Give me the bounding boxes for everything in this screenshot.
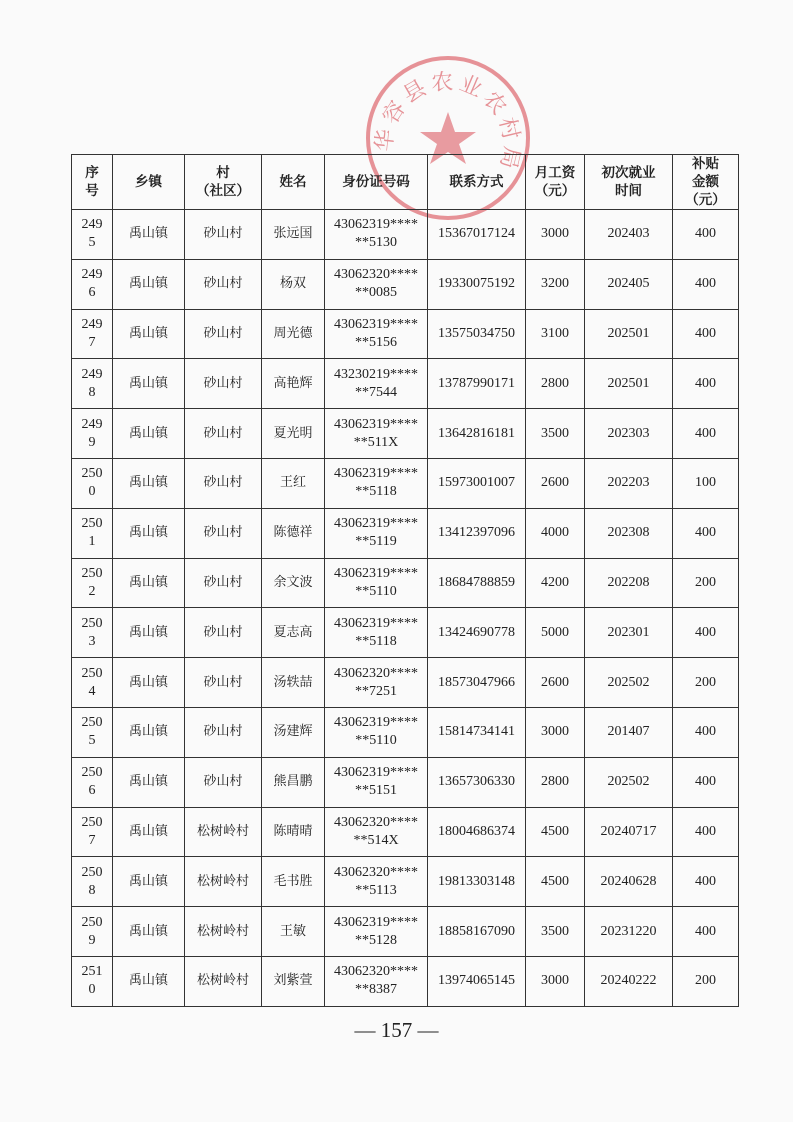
cell-name: 王敏: [262, 907, 325, 957]
cell-seq: 249 7: [72, 309, 113, 359]
cell-wage: 2800: [526, 757, 585, 807]
cell-name: 余文波: [262, 558, 325, 608]
cell-town: 禹山镇: [113, 707, 185, 757]
cell-id-number: 43062319**** **5130: [325, 210, 428, 260]
cell-village: 砂山村: [185, 259, 262, 309]
table-row: [72, 658, 739, 708]
cell-wage: 3000: [526, 707, 585, 757]
cell-name: 刘紫萱: [262, 956, 325, 1006]
cell-seq: 249 6: [72, 259, 113, 309]
cell-id-number: 43062319**** **5151: [325, 757, 428, 807]
cell-subsidy: 400: [673, 807, 739, 857]
table-row: [72, 558, 739, 608]
cell-subsidy: 400: [673, 608, 739, 658]
cell-town: 禹山镇: [113, 359, 185, 409]
cell-subsidy: 400: [673, 707, 739, 757]
cell-wage: 3200: [526, 259, 585, 309]
cell-subsidy: 400: [673, 259, 739, 309]
header-name: 姓名: [262, 155, 325, 210]
cell-village: 砂山村: [185, 458, 262, 508]
table-row: [72, 210, 739, 260]
cell-phone: 13575034750: [428, 309, 526, 359]
cell-subsidy: 200: [673, 956, 739, 1006]
cell-town: 禹山镇: [113, 259, 185, 309]
cell-start-date: 202303: [585, 409, 673, 459]
cell-wage: 2800: [526, 359, 585, 409]
cell-seq: 250 7: [72, 807, 113, 857]
cell-village: 松树岭村: [185, 907, 262, 957]
cell-name: 陈德祥: [262, 508, 325, 558]
cell-phone: 13974065145: [428, 956, 526, 1006]
header-subsidy: 补贴 金额 （元）: [673, 155, 739, 210]
cell-seq: 250 5: [72, 707, 113, 757]
cell-phone: 13657306330: [428, 757, 526, 807]
cell-id-number: 43062319**** **5156: [325, 309, 428, 359]
cell-wage: 3500: [526, 907, 585, 957]
cell-start-date: 202501: [585, 309, 673, 359]
cell-village: 砂山村: [185, 210, 262, 260]
header-town: 乡镇: [113, 155, 185, 210]
cell-town: 禹山镇: [113, 907, 185, 957]
cell-id-number: 43062320**** **514X: [325, 807, 428, 857]
cell-name: 陈晴晴: [262, 807, 325, 857]
cell-seq: 249 8: [72, 359, 113, 409]
cell-village: 砂山村: [185, 558, 262, 608]
cell-village: 砂山村: [185, 707, 262, 757]
table-row: [72, 757, 739, 807]
cell-id-number: 43062320**** **7251: [325, 658, 428, 708]
table-row: [72, 458, 739, 508]
cell-town: 禹山镇: [113, 309, 185, 359]
cell-start-date: 201407: [585, 707, 673, 757]
cell-village: 砂山村: [185, 309, 262, 359]
cell-seq: 250 8: [72, 857, 113, 907]
cell-id-number: 43062319**** **511X: [325, 409, 428, 459]
cell-id-number: 43230219**** **7544: [325, 359, 428, 409]
cell-seq: 249 5: [72, 210, 113, 260]
cell-start-date: 20231220: [585, 907, 673, 957]
cell-seq: 250 1: [72, 508, 113, 558]
cell-start-date: 202203: [585, 458, 673, 508]
cell-phone: 18004686374: [428, 807, 526, 857]
cell-subsidy: 400: [673, 359, 739, 409]
cell-subsidy: 400: [673, 857, 739, 907]
cell-id-number: 43062319**** **5110: [325, 558, 428, 608]
cell-id-number: 43062320**** **5113: [325, 857, 428, 907]
cell-village: 砂山村: [185, 359, 262, 409]
cell-start-date: 20240222: [585, 956, 673, 1006]
cell-seq: 250 9: [72, 907, 113, 957]
cell-town: 禹山镇: [113, 658, 185, 708]
table-row: [72, 956, 739, 1006]
cell-start-date: 202502: [585, 757, 673, 807]
cell-start-date: 202403: [585, 210, 673, 260]
cell-village: 砂山村: [185, 757, 262, 807]
cell-phone: 19813303148: [428, 857, 526, 907]
cell-start-date: 202208: [585, 558, 673, 608]
header-start-date: 初次就业 时间: [585, 155, 673, 210]
cell-phone: 15973001007: [428, 458, 526, 508]
cell-phone: 13412397096: [428, 508, 526, 558]
cell-name: 高艳辉: [262, 359, 325, 409]
cell-town: 禹山镇: [113, 508, 185, 558]
cell-id-number: 43062319**** **5110: [325, 707, 428, 757]
cell-name: 王红: [262, 458, 325, 508]
cell-name: 汤建辉: [262, 707, 325, 757]
cell-phone: 18858167090: [428, 907, 526, 957]
cell-wage: 3000: [526, 956, 585, 1006]
cell-phone: 13787990171: [428, 359, 526, 409]
cell-wage: 3100: [526, 309, 585, 359]
cell-subsidy: 400: [673, 508, 739, 558]
cell-name: 张远国: [262, 210, 325, 260]
table-row: [72, 409, 739, 459]
cell-seq: 250 2: [72, 558, 113, 608]
cell-town: 禹山镇: [113, 956, 185, 1006]
header-phone: 联系方式: [428, 155, 526, 210]
header-id-number: 身份证号码: [325, 155, 428, 210]
cell-town: 禹山镇: [113, 757, 185, 807]
table-row: [72, 359, 739, 409]
cell-id-number: 43062320**** **0085: [325, 259, 428, 309]
cell-subsidy: 400: [673, 409, 739, 459]
cell-phone: 19330075192: [428, 259, 526, 309]
cell-subsidy: 400: [673, 757, 739, 807]
cell-phone: 13642816181: [428, 409, 526, 459]
cell-village: 砂山村: [185, 608, 262, 658]
cell-village: 松树岭村: [185, 857, 262, 907]
cell-wage: 3000: [526, 210, 585, 260]
table-row: [72, 707, 739, 757]
header-village: 村 （社区）: [185, 155, 262, 210]
cell-subsidy: 400: [673, 309, 739, 359]
cell-start-date: 202308: [585, 508, 673, 558]
cell-wage: 4500: [526, 807, 585, 857]
cell-wage: 3500: [526, 409, 585, 459]
cell-village: 砂山村: [185, 658, 262, 708]
cell-id-number: 43062319**** **5119: [325, 508, 428, 558]
header-wage: 月工资 （元）: [526, 155, 585, 210]
cell-wage: 2600: [526, 458, 585, 508]
cell-phone: 18573047966: [428, 658, 526, 708]
cell-town: 禹山镇: [113, 409, 185, 459]
cell-subsidy: 200: [673, 658, 739, 708]
cell-subsidy: 400: [673, 907, 739, 957]
table-row: [72, 907, 739, 957]
table-row: [72, 508, 739, 558]
cell-phone: 15814734141: [428, 707, 526, 757]
cell-seq: 249 9: [72, 409, 113, 459]
cell-wage: 4500: [526, 857, 585, 907]
cell-town: 禹山镇: [113, 210, 185, 260]
cell-village: 松树岭村: [185, 956, 262, 1006]
cell-start-date: 202501: [585, 359, 673, 409]
cell-seq: 250 6: [72, 757, 113, 807]
table-row: [72, 807, 739, 857]
cell-town: 禹山镇: [113, 558, 185, 608]
header-seq: 序 号: [72, 155, 113, 210]
table-row: [72, 608, 739, 658]
cell-name: 汤轶喆: [262, 658, 325, 708]
cell-wage: 4200: [526, 558, 585, 608]
cell-wage: 2600: [526, 658, 585, 708]
cell-wage: 5000: [526, 608, 585, 658]
cell-id-number: 43062319**** **5118: [325, 608, 428, 658]
cell-seq: 250 3: [72, 608, 113, 658]
cell-subsidy: 400: [673, 210, 739, 260]
cell-id-number: 43062319**** **5118: [325, 458, 428, 508]
cell-id-number: 43062320**** **8387: [325, 956, 428, 1006]
cell-start-date: 20240717: [585, 807, 673, 857]
cell-start-date: 20240628: [585, 857, 673, 907]
table-row: [72, 309, 739, 359]
subsidy-table: [71, 154, 739, 1007]
cell-id-number: 43062319**** **5128: [325, 907, 428, 957]
table-row: [72, 857, 739, 907]
cell-village: 松树岭村: [185, 807, 262, 857]
cell-start-date: 202301: [585, 608, 673, 658]
cell-wage: 4000: [526, 508, 585, 558]
cell-start-date: 202502: [585, 658, 673, 708]
cell-name: 杨双: [262, 259, 325, 309]
cell-name: 夏光明: [262, 409, 325, 459]
cell-seq: 250 0: [72, 458, 113, 508]
cell-start-date: 202405: [585, 259, 673, 309]
cell-village: 砂山村: [185, 508, 262, 558]
cell-town: 禹山镇: [113, 807, 185, 857]
cell-town: 禹山镇: [113, 458, 185, 508]
cell-subsidy: 100: [673, 458, 739, 508]
cell-phone: 15367017124: [428, 210, 526, 260]
cell-seq: 251 0: [72, 956, 113, 1006]
cell-town: 禹山镇: [113, 608, 185, 658]
cell-name: 周光德: [262, 309, 325, 359]
cell-name: 夏志高: [262, 608, 325, 658]
table-header-row: [72, 155, 739, 210]
cell-phone: 18684788859: [428, 558, 526, 608]
cell-town: 禹山镇: [113, 857, 185, 907]
cell-name: 熊昌鹏: [262, 757, 325, 807]
table-row: [72, 259, 739, 309]
cell-village: 砂山村: [185, 409, 262, 459]
cell-subsidy: 200: [673, 558, 739, 608]
svg-text:华容县农业农村局: 华容县农业农村局: [372, 69, 524, 175]
cell-seq: 250 4: [72, 658, 113, 708]
cell-phone: 13424690778: [428, 608, 526, 658]
cell-name: 毛书胜: [262, 857, 325, 907]
page-number: — 157 —: [354, 1018, 439, 1042]
